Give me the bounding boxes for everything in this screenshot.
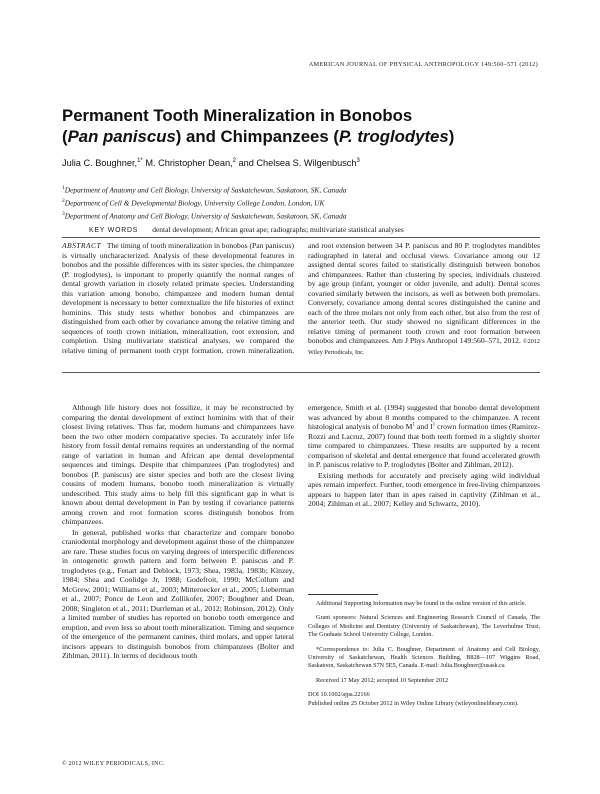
footnote-supporting-info: Additional Supporting Information may be found in the online version of this article. (316, 600, 527, 607)
author-boughner: Julia C. Boughner, (62, 158, 138, 169)
affiliation-2 (62, 196, 542, 209)
body-paragraph-3-part-c: crown formation times (Ramirez-Rozzi and Lacruz, 2007) found that both teeth formed in a slightly shorter time compared to chimpanzees. These results are supported by a recent comparison of skeletal and dental emergence that found accelerated growth in P. paniscus relative to P. troglodytes (Bolter and Zihlman, 2012). (308, 422, 540, 469)
body-column-right (308, 403, 540, 510)
abstract-text: The timing of tooth mineralization in bonobos (Pan paniscus) is virtually uncharacterized. Analysis of these developmental features in bonobos and the possible differences with its sister species, the chimpanzee (P. troglodytes), is important to properly quantify the normal ranges of dental growth variation in closely related primate species. Understanding this variation among bonobo, chimpanzee and modern human dental development is necessary to better contextualize the life histories of extinct hominins. This study tests whether bonobos and chimpanzees are distinguished from each other by covariance among the relative timing and sequences of tooth crown initiation, mineralization, root extension, and completion. Using multivariate statistical analyses, we compared the relative timing of permanent tooth crypt formation, crown mineralization, and root extension between 34 P. paniscus and 80 P. troglodytes mandibles radiographed in lateral and occlusal views. Covariance among our 12 assigned dental scores failed to statistically distinguish between bonobos and chimpanzees. Rather than clustering by species, individuals clustered by age group (infant, younger or older juvenile, and adult). Dental scores covaried similarly between the incisors, as well as between both premolars. Conversely, covariance among dental scores distinguished the canine and each of the three molars not only from each other, but also from the rest of the anterior teeth. Our study showed no significant differences in the relative timing of permanent tooth crown and root formation between bonobos and chimpanzees. Am J Phys Anthropol 149:560–571, 2012. (62, 241, 540, 356)
affiliation-1 (62, 183, 542, 196)
body-paragraph-3-part-b: and I (414, 422, 433, 431)
keywords-label: KEY WORDS (89, 227, 139, 234)
molar-superscript: 1 (412, 422, 415, 428)
body-column-left (62, 403, 294, 662)
abstract-copyright: ©2012 Wiley Periodicals, Inc. (308, 338, 540, 357)
affiliation-1-text: Department of Anatomy and Cell Biology, University of Saskatchewan, Saskatoon, SK, Canada (64, 185, 347, 195)
abstract (62, 241, 540, 367)
body-paragraph-1: Although life history does not fossilize, it may be reconstructed by comparing the dental development of extinct hominins with that of their closest living relatives. Thus far, modern humans and chimpanzees have been the two other modern comparative species. To accurately infer life history from fossil dental remains requires an understanding of the normal range of variation in human and African ape dental developmental sequences and timings. Despite that chimpanzees (Pan troglodytes) and bonobos (P. paniscus) are sister species and both are the closest living cousins of modern humans, bonobo tooth mineralization is virtually undescribed. This study aims to help fill this significant gap in what is known about dental development in Pan by testing if covariance patterns among crown and root formation scores distinguish bonobos from chimpanzees. (62, 403, 294, 526)
author-wilgenbusch: and Chelsea S. Wilgenbusch (235, 158, 357, 169)
footnotes (308, 600, 540, 708)
abstract-label: ABSTRACT (62, 241, 102, 250)
affiliation-3-text: Department of Anatomy and Cell Biology, University of Saskatchewan, Saskatoon, SK, Canada (64, 211, 347, 220)
abstract-paragraph (62, 241, 540, 358)
body-paragraph-2: In general, published works that characterize and compare bonobo craniodental morphology and development against those of the chimpanzee are rare. These studies focus on varying degrees of interspecific differences in ontogenetic growth pattern and form between P. paniscus and P. troglodytes (e.g., Fenart and Deblock, 1973; Shea, 1983a, 1983b; Kinzey, 1984; Shea and Coolidge Jr, 1988; Godefroit, 1990; McCollum and McGrew, 2001; Williams et al., 2003; Mitteroecker et al., 2005; Lieberman et al., 2007; Ponce de Leon and Zollikofer, 2007; Boughner and Dean, 2008; Singleton et al., 2011; Durrleman et al., 2012; Robinson, 2012). Only a limited number of studies has reported on bonobo tooth emergence and eruption, and even less so about tooth mineralization. Timing and sequence of the emergence of the permanent canines, third molars, and upper lateral incisors appears to distinguish bonobos from chimpanzees (Bolter and Zihlman, 2011). In terms of deciduous tooth (62, 527, 294, 660)
footnote-correspondence: *Correspondence to: Julia C. Boughner, Department of Anatomy and Cell Biology, University of Saskatchewan, Health Sciences Building, B828—107 Wiggins Road, Saskatoon, Saskatchewan S7N 5E5, Canada. E-mail: Julia.Boughner@usask.ca (308, 645, 540, 670)
author-dean-sup: 2 (232, 158, 236, 164)
title-line-1: Permanent Tooth Mineralization in Bonobos (62, 106, 413, 125)
footnote-divider (308, 594, 378, 595)
footer-copyright: © 2012 WILEY PERIODICALS, INC. (62, 761, 165, 767)
author-list (62, 158, 562, 168)
keywords (62, 225, 540, 236)
affiliation-2-sup: 2 (62, 197, 65, 204)
body-paragraph-3-part-a: emergence, Smith et al. (1994) suggested that bonobo dental development was advanced by about 8 months compared to the chimpanzee. A recent histological analysis of bonobo M (308, 403, 540, 431)
publication-info (308, 691, 540, 708)
body-paragraph-4: Existing methods for accurately and precisely aging wild individual apes remain imperfect. Further, tooth emergence in free-living chimpanzees appears to happen later than in apes raised in captivity (Zihlman et al., 2004; Zihlman et al., 2007; Kelley and Schwartz, 2010). (308, 470, 540, 508)
author-dean: M. Christopher Dean, (142, 158, 233, 169)
title-species-bonobo: Pan paniscus (67, 127, 176, 146)
affiliation-3-sup: 3 (62, 210, 65, 217)
title-species-chimp: P. troglodytes (338, 127, 449, 146)
affiliation-1-sup: 1 (62, 185, 65, 191)
abstract-divider (62, 372, 540, 373)
affiliation-2-text: Department of Cell & Developmental Biology, University College London, London, UK (64, 198, 325, 208)
footnote-grant: Grant sponsors: Natural Sciences and Engineering Research Council of Canada, The Colleges of Medicine and Dentistry (University of Saskatchewan), The Leverhulme Trust, The Graduate School University College, London. (308, 614, 540, 639)
affiliation-3 (62, 209, 542, 222)
author-wilgenbusch-sup: 3 (356, 158, 360, 164)
title-open-paren: ( (62, 127, 68, 146)
footnote-received: Received 17 May 2012; accepted 10 September 2012 (316, 676, 449, 684)
incisor-superscript: 1 (432, 422, 436, 428)
footnote-published: Published online 25 October 2012 in Wiley Online Library (wileyonlinelibrary.com). (308, 699, 519, 707)
body-paragraph-3 (308, 403, 540, 470)
title-mid: ) and Chimpanzees ( (175, 127, 339, 146)
keywords-divider (62, 237, 540, 238)
article-title (62, 105, 552, 147)
footnote-doi: DOI 10.1002/ajpa.22166 (308, 691, 370, 699)
affiliations (62, 183, 542, 221)
running-head: AMERICAN JOURNAL OF PHYSICAL ANTHROPOLOGY 149:560–571 (2012) (308, 61, 538, 68)
title-close-paren: ) (448, 127, 455, 146)
author-boughner-sup: 1* (137, 158, 143, 164)
keywords-text: dental development; African great ape; radiographs; multivariate statistical analyses (152, 225, 404, 234)
